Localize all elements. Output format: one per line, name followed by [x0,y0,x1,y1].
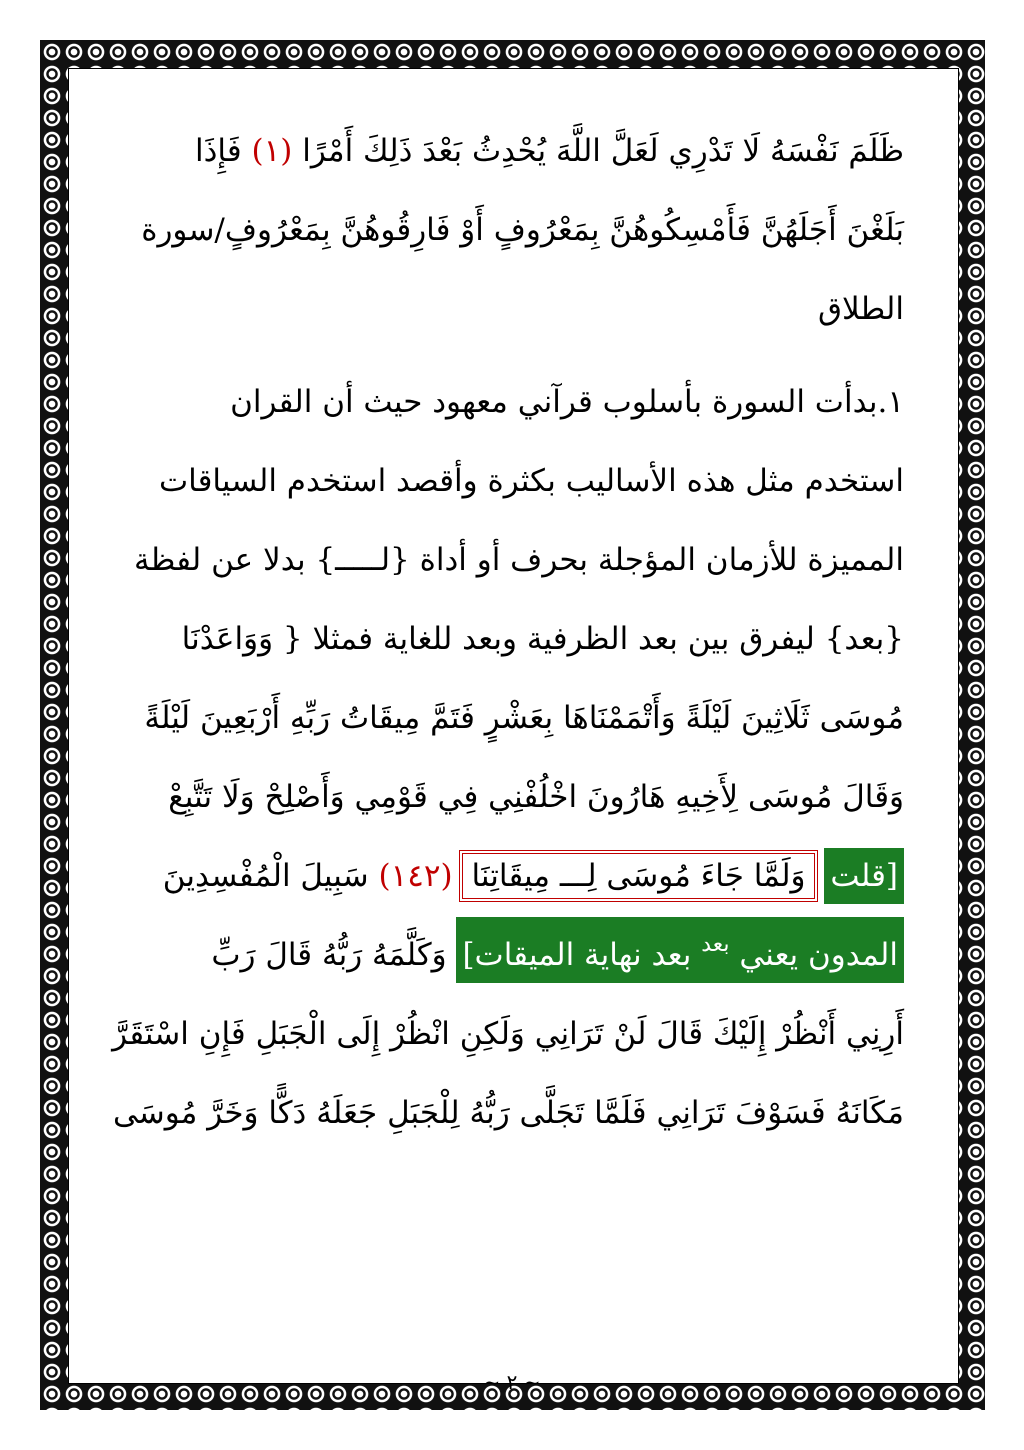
boxed-verse: وَلَمَّا جَاءَ مُوسَى لِـــ مِيقَاتِنَا [462,853,814,899]
commentary-line-4: {بعد} ليفرق بين بعد الظرفية وبعد للغاية فمثلا { وَوَاعَدْنَا [181,621,904,657]
footnote-marker: (١) [251,133,293,169]
highlighted-note: [قلت [824,848,904,904]
verse-line-2: بَلَغْنَ أَجَلَهُنَّ فَأَمْسِكُوهُنَّ بِمَعْرُوفٍ أَوْ فَارِقُوهُنَّ بِمَعْرُوفٍ/سورة [141,212,904,248]
quote-line-3 [118,837,904,916]
verse-text: ظَلَمَ نَفْسَهُ لَا تَدْرِي لَعَلَّ اللَّهَ يُحْدِثُ بَعْدَ ذَلِكَ أَمْرًا [302,133,904,169]
verse-text: فَإِذَا [194,133,242,169]
commentary-line-1: ١.بدأت السورة بأسلوب قرآني معهود حيث أن القران [230,384,904,420]
note-superscript: بعد [701,932,730,957]
quote-line-1: مُوسَى ثَلَاثِينَ لَيْلَةً وَأَتْمَمْنَاهَا بِعَشْرٍ فَتَمَّ مِيقَاتُ رَبِّهِ أَرْبَعِينَ لَيْلَةً [144,700,904,736]
surah-name: الطلاق [817,291,904,327]
commentary-line-3: المميزة للأزمان المؤجلة بحرف أو أداة {لـــــ} بدلا عن لفظة [134,542,904,578]
highlighted-note [456,917,904,983]
verse-text: سَبِيلَ الْمُفْسِدِينَ [162,858,369,894]
note-text: المدون يعني [739,937,898,973]
quote-line-6: مَكَانَهُ فَسَوْفَ تَرَانِي فَلَمَّا تَجَلَّى رَبُّهُ لِلْجَبَلِ جَعَلَهُ دَكًّا وَخَرَّ مُوسَى [112,1095,904,1131]
verse-number: (١٤٢) [378,858,453,894]
commentary-line-2: استخدم مثل هذه الأساليب بكثرة وأقصد استخدم السياقات [158,463,904,499]
document-body [112,112,904,1153]
quote-line-4 [118,916,904,995]
note-text: بعد نهاية الميقات] [462,937,692,973]
quote-line-2: وَقَالَ مُوسَى لِأَخِيهِ هَارُونَ اخْلُفْنِي فِي قَوْمِي وَأَصْلِحْ وَلَا تَتَّبِعْ [168,779,904,815]
verse-text: وَكَلَّمَهُ رَبُّهُ قَالَ رَبِّ [211,937,447,973]
verse-line-1 [118,112,904,191]
page-number: ~ ٢ ~ [483,1370,541,1394]
quote-line-5: أَرِنِي أَنْظُرْ إِلَيْكَ قَالَ لَنْ تَرَانِي وَلَكِنِ انْظُرْ إِلَى الْجَبَلِ فَإِنِ اسْتَقَرَّ [112,1016,904,1052]
